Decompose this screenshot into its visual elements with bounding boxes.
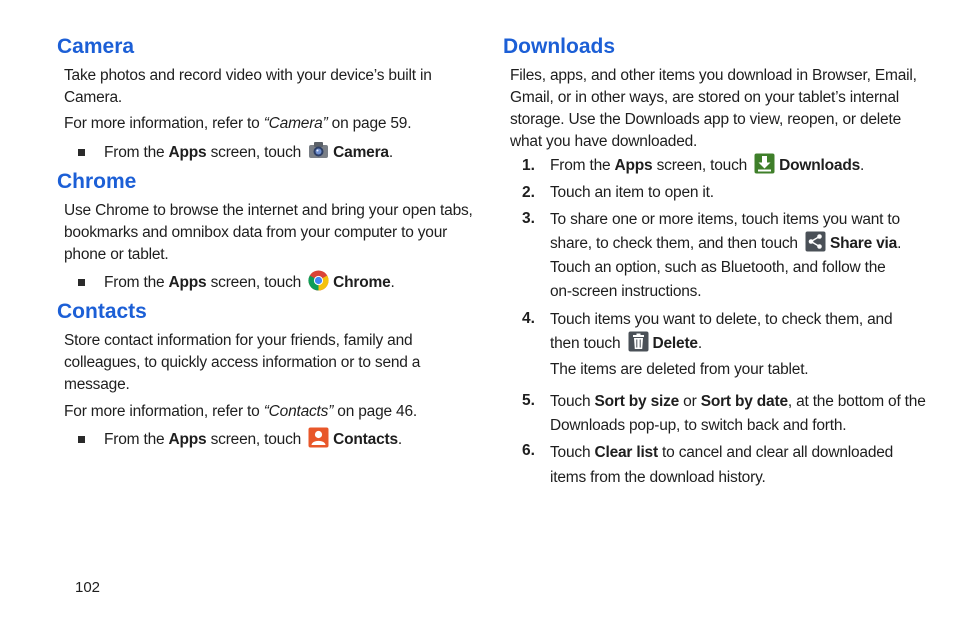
contacts-instruction: From the Apps screen, touch Contacts. [104, 429, 402, 451]
downloads-intro: Files, apps, and other items you download in Browser, Email, Gmail, or in other ways, are stored on your tablet’s internal storage. Use the Downloads app to view, reopen, or delete what you have downloaded. [510, 67, 917, 150]
page-number: 102 [75, 579, 101, 596]
share-icon [805, 231, 826, 252]
chrome-description: Use Chrome to browse the internet and bring your open tabs, bookmarks and omnibox data from your computer to your phone or tablet. [64, 202, 473, 263]
contacts-reference: “Contacts” [263, 403, 334, 420]
step-4-text: Touch items you want to delete, to check them, and then touch Delete. [550, 311, 893, 352]
camera-more-info: For more information, refer to “Camera” on page 59. [64, 115, 412, 132]
camera-heading: Camera [57, 35, 135, 58]
chrome-icon [308, 270, 329, 291]
step-3-text: To share one or more items, touch items you want to share, to check them, and then touch Share via. Touch an option, such as Bluetooth, and follow the on-screen instructions. [550, 211, 902, 300]
step-number: 4. [522, 310, 535, 327]
contacts-more-info: For more information, refer to “Contacts” on page 46. [64, 403, 417, 420]
camera-icon [308, 140, 329, 161]
downloads-icon [754, 153, 775, 174]
bullet-marker [78, 279, 85, 286]
trash-icon [628, 331, 649, 352]
step-1-text: From the Apps screen, touch Downloads. [550, 155, 864, 177]
bullet-marker [78, 436, 85, 443]
step-5-text: Touch Sort by size or Sort by date, at the bottom of the Downloads pop-up, to switch back and forth. [550, 393, 926, 434]
camera-description: Take photos and record video with your device’s built in Camera. [64, 67, 432, 106]
step-number: 2. [522, 184, 535, 201]
step-2-text: Touch an item to open it. [550, 184, 714, 201]
step-6-text: Touch Clear list to cancel and clear all downloaded items from the download history. [550, 444, 894, 486]
downloads-heading: Downloads [503, 35, 616, 58]
step-4-result: The items are deleted from your tablet. [550, 361, 809, 378]
step-number: 5. [522, 392, 535, 409]
camera-instruction: From the Apps screen, touch Camera. [104, 142, 393, 164]
contacts-icon [308, 427, 329, 448]
step-number: 6. [522, 442, 535, 459]
step-number: 3. [522, 210, 535, 227]
chrome-heading: Chrome [57, 170, 137, 193]
bullet-marker [78, 149, 85, 156]
step-number: 1. [522, 157, 535, 174]
contacts-heading: Contacts [57, 300, 147, 323]
contacts-description: Store contact information for your friends, family and colleagues, to quickly access information or to send a message. [64, 332, 421, 393]
chrome-instruction: From the Apps screen, touch Chrome. [104, 272, 395, 294]
camera-reference: “Camera” [263, 115, 328, 132]
